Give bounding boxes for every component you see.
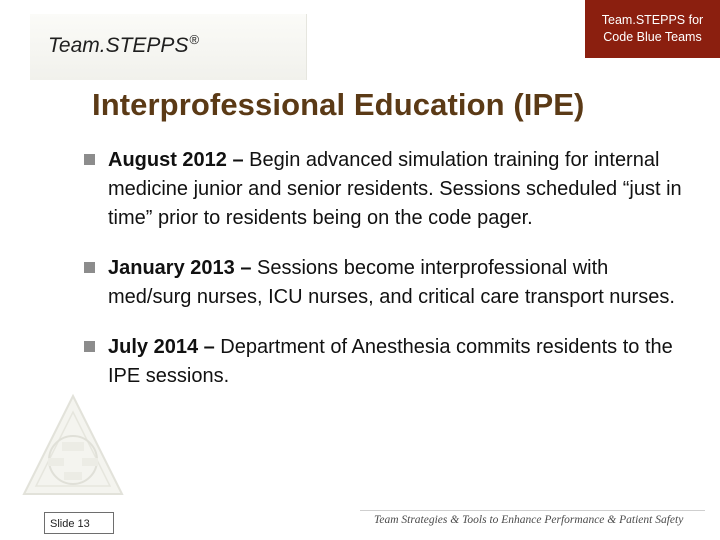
logo-text: Team.STEPPS	[48, 34, 189, 57]
list-item	[84, 333, 684, 391]
square-bullet-icon	[84, 262, 95, 273]
corner-tag	[585, 0, 720, 58]
list-item	[84, 254, 684, 312]
square-bullet-icon	[84, 154, 95, 165]
bullet-list	[84, 146, 684, 391]
bullet-text: Sessions become interprofessional with med/surg nurses, ICU nurses, and critical care transport nurses.	[108, 257, 675, 308]
corner-tag-text: Team.STEPPS for Code Blue Teams	[601, 13, 704, 44]
list-item	[84, 146, 684, 233]
square-bullet-icon	[84, 341, 95, 352]
bullet-text: Department of Anesthesia commits residents to the IPE sessions.	[108, 336, 673, 387]
footer-divider	[360, 510, 705, 511]
registered-mark: ®	[189, 32, 200, 47]
slide-number: Slide 13	[44, 512, 114, 534]
bullet-lead: August 2012 –	[108, 149, 244, 171]
footer-tagline: Team Strategies & Tools to Enhance Performance & Patient Safety	[374, 514, 684, 526]
slide-title: Interprofessional Education (IPE)	[92, 87, 585, 122]
teamstepps-triangle-emblem	[18, 390, 128, 505]
teamstepps-logo	[48, 32, 199, 58]
bullet-lead: July 2014 –	[108, 336, 215, 358]
bullet-lead: January 2013 –	[108, 257, 252, 279]
bullet-text: Begin advanced simulation training for internal medicine junior and senior residents. Sessions scheduled “just in time” prior to residents being on the code pager.	[108, 149, 682, 229]
